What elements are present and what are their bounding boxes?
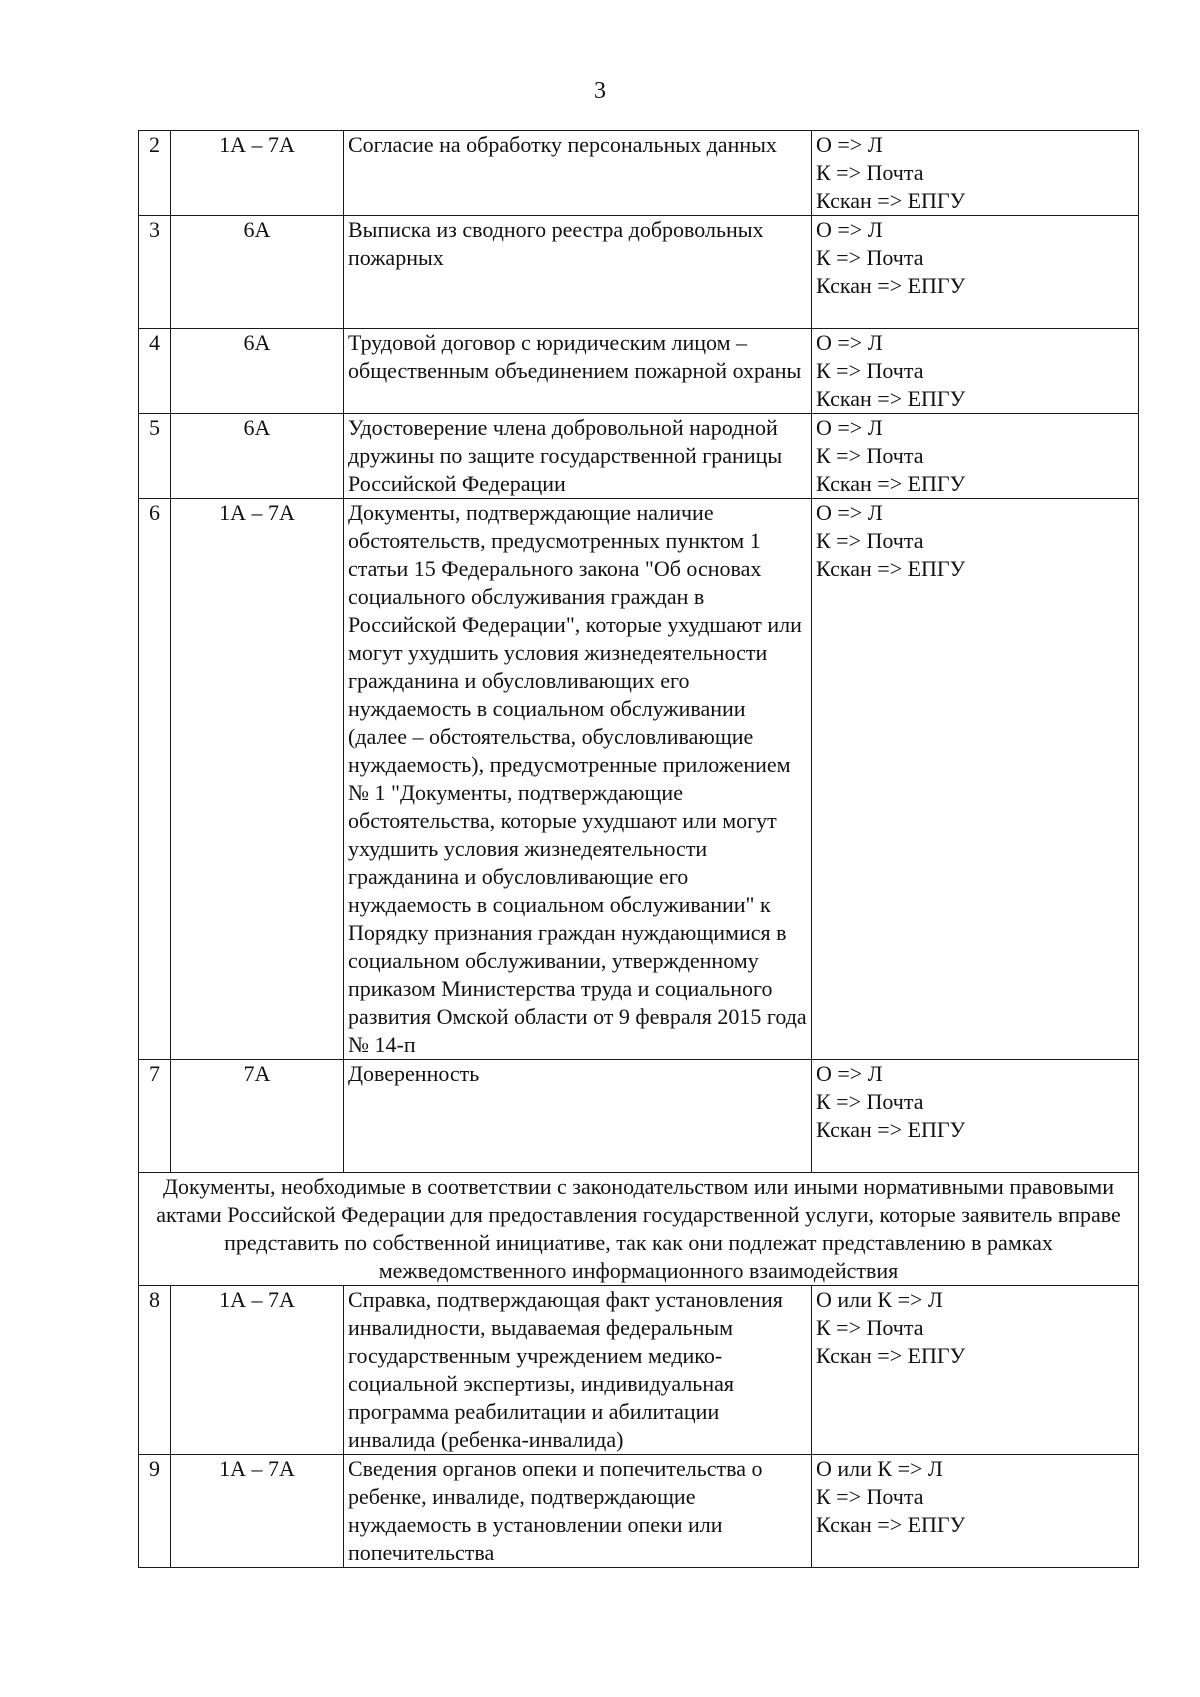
submission-method: О => Л К => Почта Кскан => ЕПГУ (812, 329, 1139, 414)
applicant-category: 6А (171, 329, 344, 414)
row-number: 2 (139, 131, 171, 216)
table-row (139, 499, 1139, 1060)
table-row (139, 131, 1139, 216)
section-heading-row (139, 1173, 1139, 1286)
row-number: 6 (139, 499, 171, 1060)
submission-method: О => Л К => Почта Кскан => ЕПГУ (812, 499, 1139, 1060)
documents-table (138, 130, 1139, 1568)
document-name: Сведения органов опеки и попечительства о ребенке, инвалиде, подтверждающие нуждаемость в установлении опеки или попечительства (344, 1455, 812, 1568)
row-number: 8 (139, 1286, 171, 1455)
row-number: 4 (139, 329, 171, 414)
table-row (139, 1286, 1139, 1455)
row-number: 9 (139, 1455, 171, 1568)
table-row (139, 1060, 1139, 1173)
applicant-category: 1А – 7А (171, 1455, 344, 1568)
document-name: Согласие на обработку персональных данных (344, 131, 812, 216)
document-name: Трудовой договор с юридическим лицом – общественным объединением пожарной охраны (344, 329, 812, 414)
document-name: Выписка из сводного реестра добровольных пожарных (344, 216, 812, 329)
row-number: 3 (139, 216, 171, 329)
row-number: 5 (139, 414, 171, 499)
page-number: 3 (594, 78, 606, 104)
row-number: 7 (139, 1060, 171, 1173)
submission-method: О => Л К => Почта Кскан => ЕПГУ (812, 216, 1139, 329)
table-row (139, 216, 1139, 329)
document-name: Доверенность (344, 1060, 812, 1173)
table-row (139, 329, 1139, 414)
submission-method: О => Л К => Почта Кскан => ЕПГУ (812, 131, 1139, 216)
table-row (139, 1455, 1139, 1568)
applicant-category: 1А – 7А (171, 499, 344, 1060)
submission-method: О => Л К => Почта Кскан => ЕПГУ (812, 1060, 1139, 1173)
applicant-category: 1А – 7А (171, 131, 344, 216)
submission-method: О => Л К => Почта Кскан => ЕПГУ (812, 414, 1139, 499)
submission-method: О или К => Л К => Почта Кскан => ЕПГУ (812, 1455, 1139, 1568)
applicant-category: 6А (171, 216, 344, 329)
applicant-category: 6А (171, 414, 344, 499)
table-row (139, 414, 1139, 499)
applicant-category: 7А (171, 1060, 344, 1173)
document-name: Документы, подтверждающие наличие обстоятельств, предусмотренных пунктом 1 статьи 15 Федерального закона "Об основах социального обслуживания граждан в Российской Федерации", которые ухудшают или могут ухудшить условия жизнедеятельности гражданина и обусловливающих его нуждаемость в социальном обслуживании (далее – обстоятельства, обусловливающие нуждаемость), предусмотренные приложением № 1 "Документы, подтверждающие обстоятельства, которые ухудшают или могут ухудшить условия жизнедеятельности гражданина и обусловливающие его нуждаемость в социальном обслуживании" к Порядку признания граждан нуждающимися в социальном обслуживании, утвержденному приказом Министерства труда и социального развития Омской области от 9 февраля 2015 года № 14-п (344, 499, 812, 1060)
document-name: Удостоверение члена добровольной народной дружины по защите государственной границы Российской Федерации (344, 414, 812, 499)
submission-method: О или К => Л К => Почта Кскан => ЕПГУ (812, 1286, 1139, 1455)
document-name: Справка, подтверждающая факт установления инвалидности, выдаваемая федеральным государственным учреждением медико-социальной экспертизы, индивидуальная программа реабилитации и абилитации инвалида (ребенка-инвалида) (344, 1286, 812, 1455)
applicant-category: 1А – 7А (171, 1286, 344, 1455)
section-heading: Документы, необходимые в соответствии с законодательством или иными нормативными правовыми актами Российской Федерации для предоставления государственной услуги, которые заявитель вправе представить по собственной инициативе, так как они подлежат представлению в рамках межведомственного информационного взаимодействия (139, 1173, 1139, 1286)
